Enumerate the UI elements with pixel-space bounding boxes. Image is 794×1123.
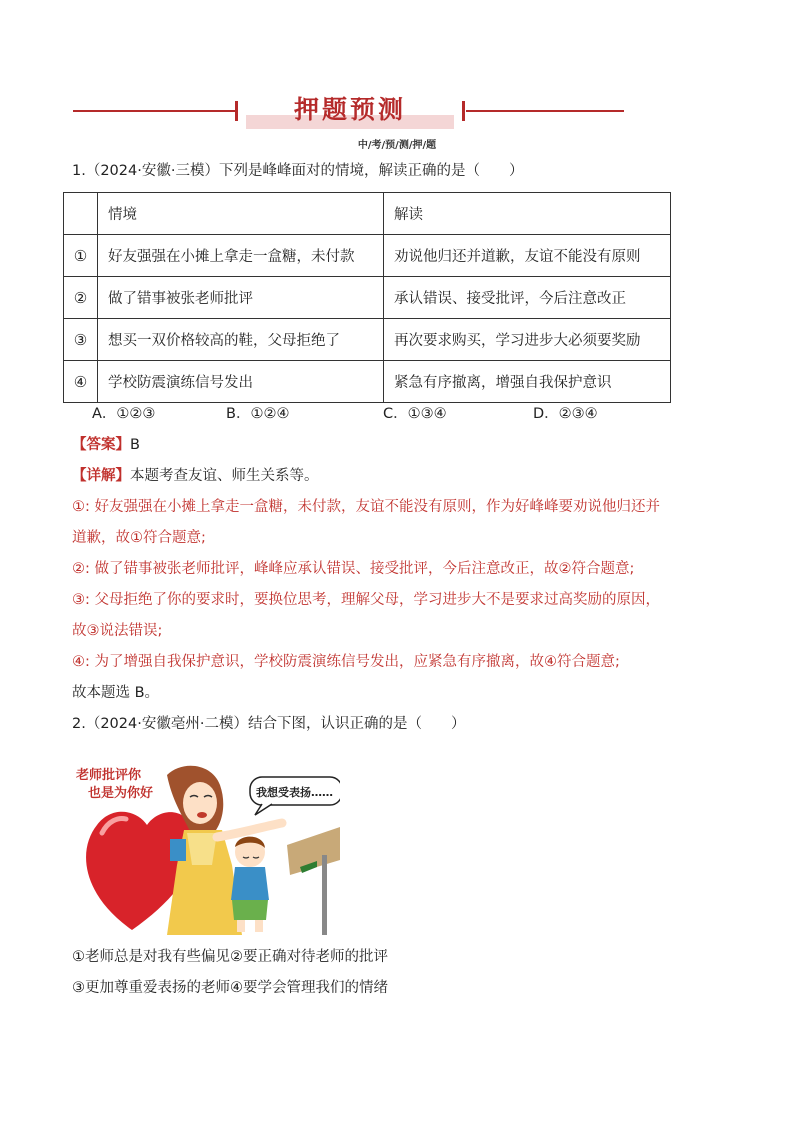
explanation-line-2: 道歉，故①符合题意; [72,530,206,546]
teacher-top [187,833,217,865]
row-situation: 想买一双价格较高的鞋，父母拒绝了 [98,319,384,361]
speech-bubble-tail [255,804,272,815]
detail-label: 【详解】 [72,468,130,484]
explanation-line-6: ④: 为了增强自我保护意识，学校防震演练信号发出，应紧急有序撤离，故④符合题意; [72,654,620,670]
q1-stem: 1.（2024·安徽·三模）下列是峰峰面对的情境，解读正确的是（ ） [72,163,524,179]
option-a: A．①②③ [92,406,156,422]
student-leg-right [255,920,263,932]
row-situation: 好友强强在小摊上拿走一盒糖，未付款 [98,235,384,277]
explanation-line-4: ③: 父母拒绝了你的要求时，要换位思考，理解父母，学习进步大不是要求过高奖励的原因， [72,592,660,608]
q2-statement-2: ③更加尊重爱表扬的老师④要学会管理我们的情绪 [72,980,388,996]
header-line-left [73,110,235,112]
row-interpretation: 紧急有序撤离，增强自我保护意识 [384,361,671,403]
desk-leg [322,855,327,935]
q2-stem: 2.（2024·安徽亳州·二模）结合下图，认识正确的是（ ） [72,716,466,732]
table-row [64,235,671,277]
detail-intro: 本题考查友谊、师生关系等。 [130,468,319,484]
student-leg-left [237,920,245,932]
teacher-speech-line-2: 也是为你好 [88,786,154,801]
answer-value: B [130,437,140,453]
table-row [64,277,671,319]
explanation-line-1: ①: 好友强强在小摊上拿走一盒糖，未付款，友谊不能没有原则，作为好峰峰要劝说他归还并 [72,499,660,515]
header-bar-left [235,101,238,121]
q2-statement-1: ①老师总是对我有些偏见②要正确对待老师的批评 [72,949,388,965]
answer-line [72,434,140,456]
row-interpretation: 劝说他归还并道歉，友谊不能没有原则 [384,235,671,277]
answer-label: 【答案】 [72,437,130,453]
table-header-interpretation: 解读 [384,193,671,235]
book-icon [170,839,186,861]
row-num: ① [64,235,98,277]
teacher-mouth [197,812,207,818]
q1-table [63,192,671,403]
page-subtitle: 中/考/预/测/押/题 [357,140,437,151]
student-shorts [232,900,268,920]
table-header-row [64,193,671,235]
table-row [64,361,671,403]
table-header-situation: 情境 [98,193,384,235]
row-interpretation: 承认错误、接受批评，今后注意改正 [384,277,671,319]
teacher-arm [217,823,282,837]
student-bubble-text: 我想受表扬…… [256,786,333,799]
option-d: D．②③④ [533,406,598,422]
table-row [64,319,671,361]
option-c: C．①③④ [383,406,447,422]
student-shirt [231,867,269,900]
page-title: 押题预测 [293,95,406,124]
explanation-line-5: 故③说法错误; [72,623,163,639]
teacher-speech-line-1: 老师批评你 [76,768,142,783]
row-num: ③ [64,319,98,361]
row-situation: 学校防震演练信号发出 [98,361,384,403]
conclusion: 故本题选 B。 [72,685,160,701]
row-num: ④ [64,361,98,403]
illustration-svg [72,755,340,935]
explanation-line-3: ②: 做了错事被张老师批评，峰峰应承认错误、接受批评，今后注意改正，故②符合题意; [72,561,635,577]
detail-line [72,465,319,487]
row-situation: 做了错事被张老师批评 [98,277,384,319]
table-header-num [64,193,98,235]
q2-illustration [72,755,340,935]
option-b: B．①②④ [226,406,290,422]
header-bar-right [462,101,465,121]
row-num: ② [64,277,98,319]
row-interpretation: 再次要求购买，学习进步大必须要奖励 [384,319,671,361]
header-line-right [466,110,624,112]
